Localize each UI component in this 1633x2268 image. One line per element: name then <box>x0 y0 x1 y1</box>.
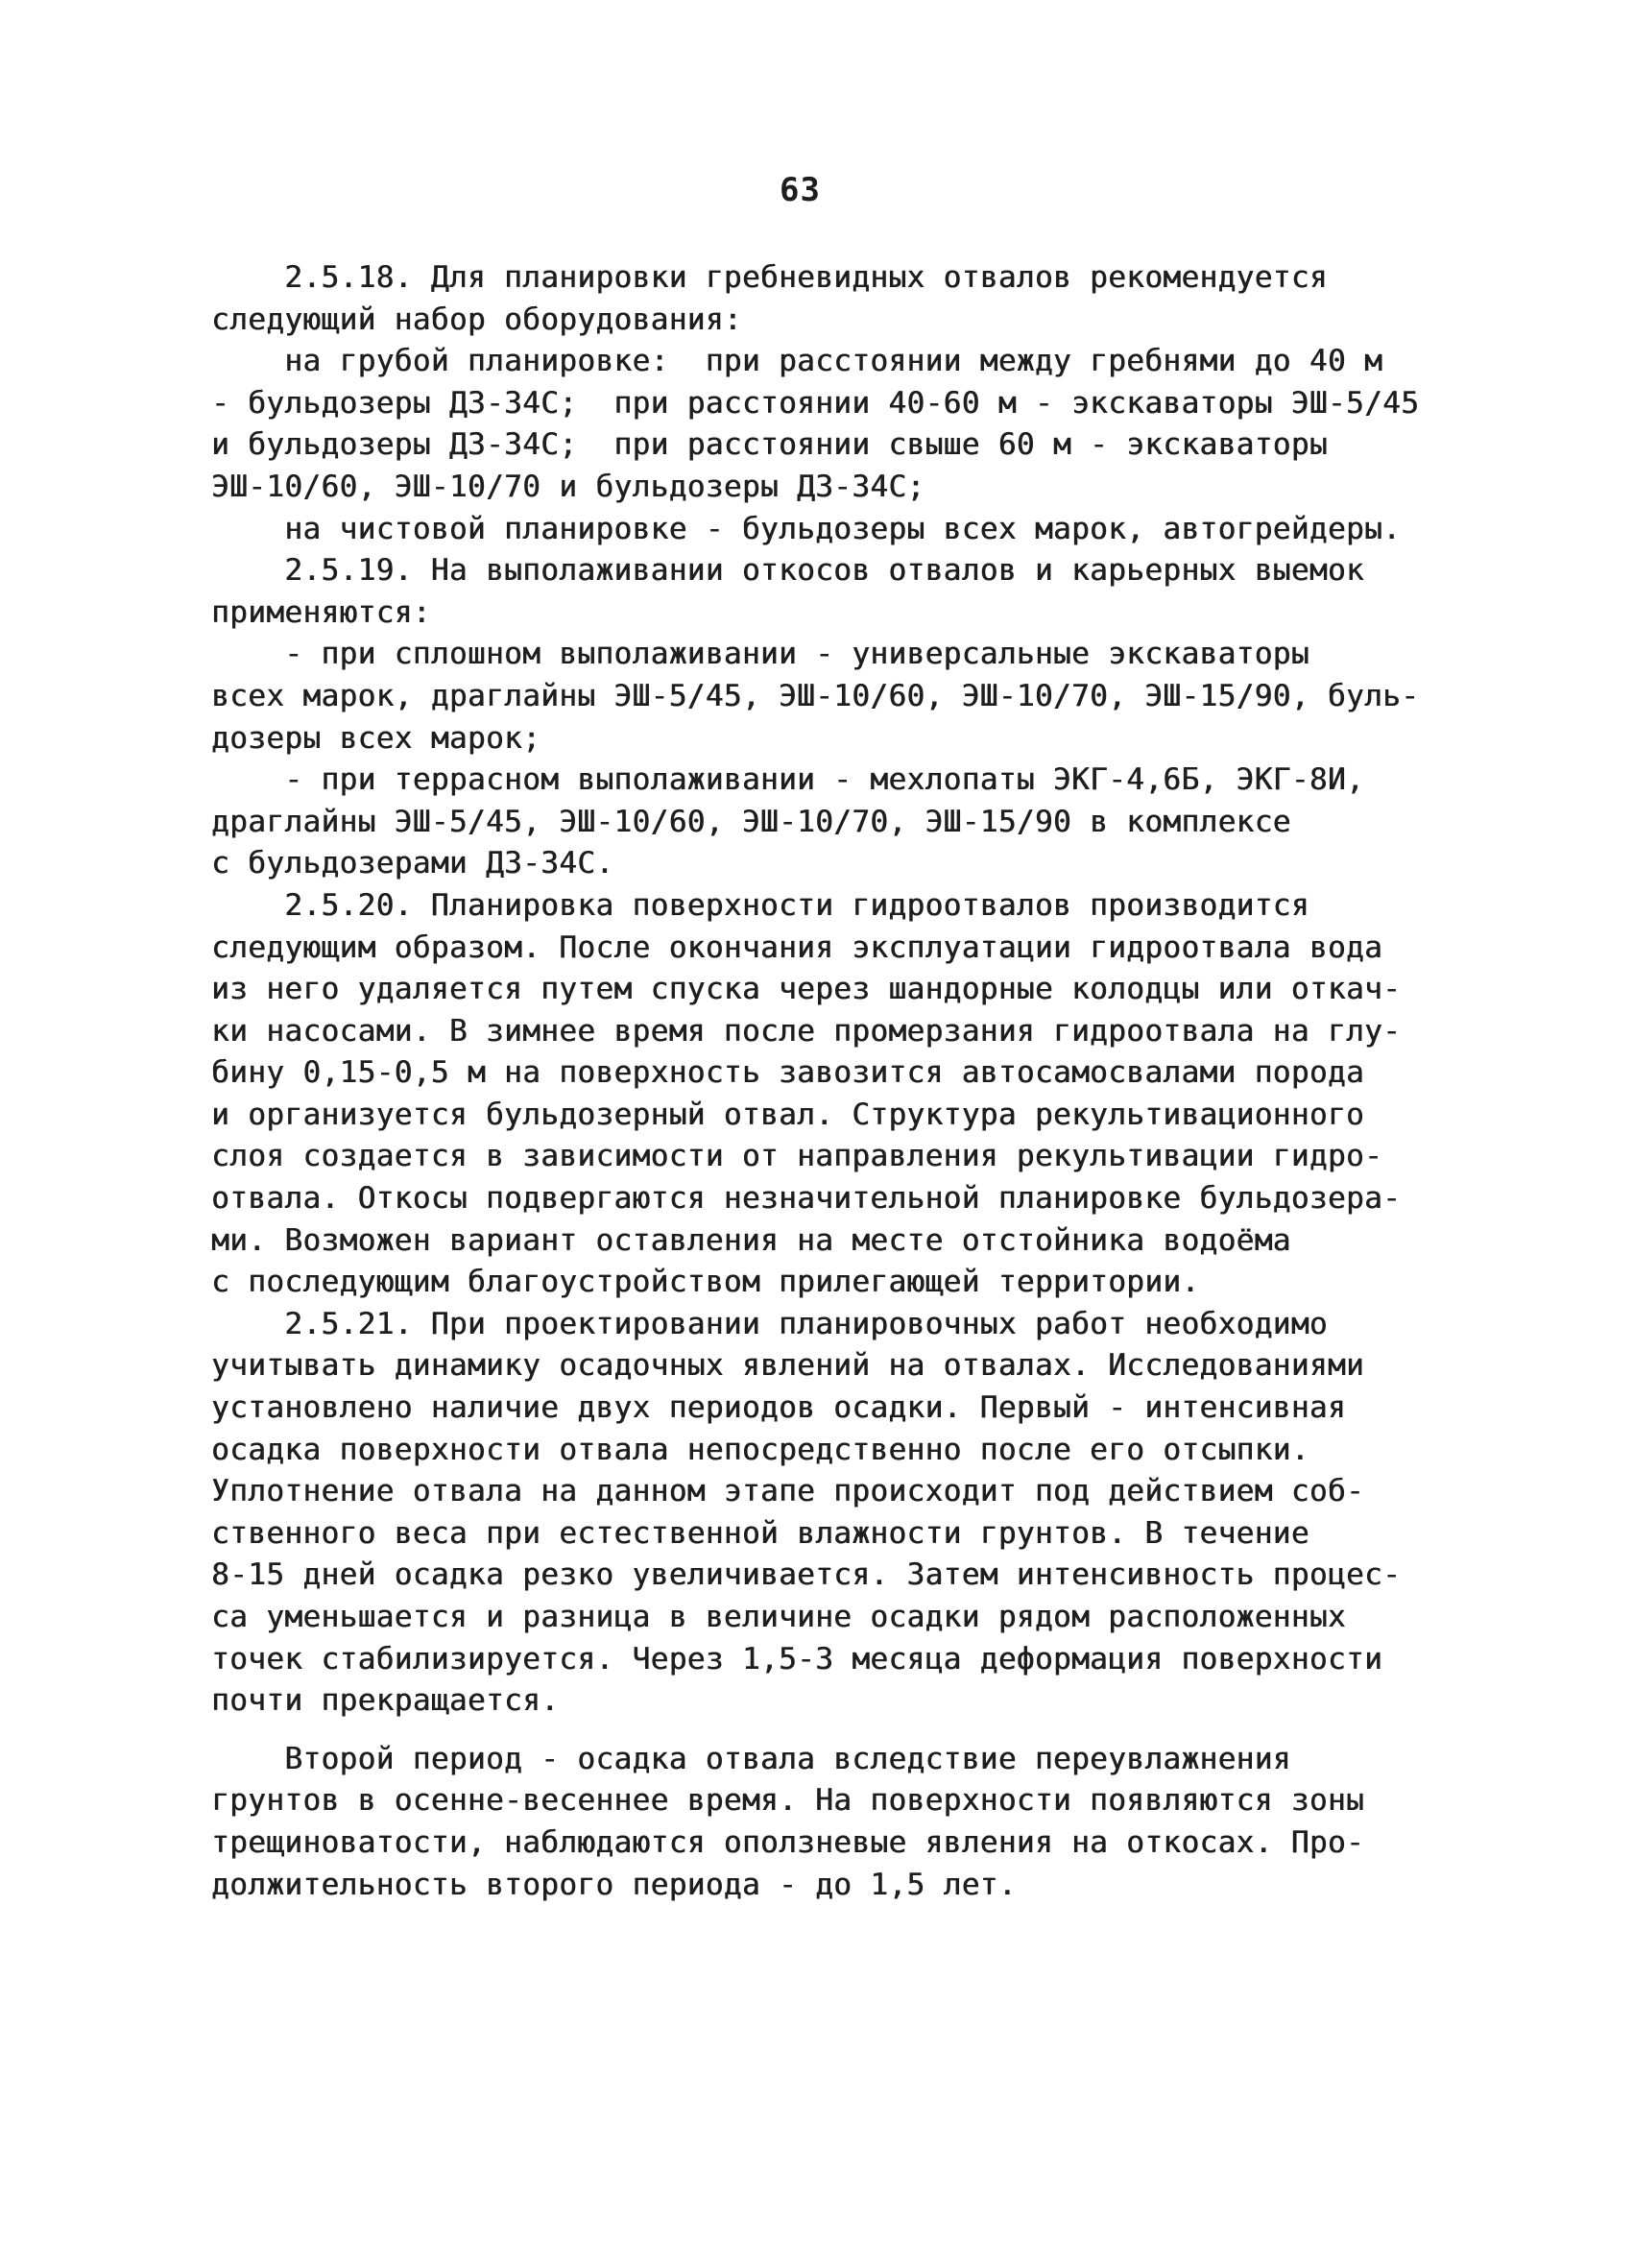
text-line: ки насосами. В зимнее время после промерзания гидроотвала на глу- <box>211 1013 1402 1049</box>
text-line: - при сплошном выполаживании - универсальные экскаваторы <box>211 637 1309 672</box>
text-line: ственного веса при естественной влажности грунтов. В течение <box>211 1515 1309 1551</box>
text-line: 2.5.19. На выполаживании откосов отвалов и карьерных выемок <box>211 553 1365 589</box>
text-line: - бульдозеры ДЗ-34С; при расстоянии 40-60 м - экскаваторы ЭШ-5/45 <box>211 385 1420 421</box>
text-line: и организуется бульдозерный отвал. Структура рекультивационного <box>211 1097 1365 1132</box>
body-text <box>211 257 1450 1906</box>
text-line: следующий набор оборудования: <box>211 302 742 337</box>
text-line: из него удаляется путем спуска через шандорные колодцы или откач- <box>211 972 1402 1007</box>
text-line: грунтов в осенне-весеннее время. На поверхности появляются зоны <box>211 1783 1365 1819</box>
text-line: и бульдозеры ДЗ-34С; при расстоянии свыше 60 м - экскаваторы <box>211 427 1328 463</box>
text-line: с последующим благоустройством прилегающей территории. <box>211 1265 1200 1300</box>
text-line: осадка поверхности отвала непосредственно после его отсыпки. <box>211 1432 1309 1467</box>
text-line: слоя создается в зависимости от направления рекультивации гидро- <box>211 1139 1383 1174</box>
text-line: ми. Возможен вариант оставления на месте отстойника водоёма <box>211 1222 1291 1258</box>
text-line: почти прекращается. <box>211 1683 560 1719</box>
text-line: с бульдозерами ДЗ-34С. <box>211 846 614 881</box>
text-line: 2.5.21. При проектировании планировочных работ необходимо <box>211 1306 1328 1341</box>
text-line: трещиноватости, наблюдаются оползневые явления на откосах. Про- <box>211 1824 1365 1860</box>
text-line: 2.5.20. Планировка поверхности гидроотвалов производится <box>211 887 1309 923</box>
text-line: отвала. Откосы подвергаются незначительной планировке бульдозера- <box>211 1181 1402 1217</box>
text-line: 2.5.18. Для планировки гребневидных отвалов рекомендуется <box>211 260 1328 295</box>
text-line: на грубой планировке: при расстоянии между гребнями до 40 м <box>211 344 1383 379</box>
text-line: учитывать динамику осадочных явлений на отвалах. Исследованиями <box>211 1348 1365 1384</box>
text-line: драглайны ЭШ-5/45, ЭШ-10/60, ЭШ-10/70, ЭШ-15/90 в комплексе <box>211 804 1291 839</box>
text-line: всех марок, драглайны ЭШ-5/45, ЭШ-10/60, ЭШ-10/70, ЭШ-15/90, буль- <box>211 678 1420 713</box>
page-number: 63 <box>780 171 821 209</box>
text-line: применяются: <box>211 594 431 630</box>
text-line: 8-15 дней осадка резко увеличивается. Затем интенсивность процес- <box>211 1557 1402 1593</box>
text-line: ЭШ-10/60, ЭШ-10/70 и бульдозеры ДЗ-34С; <box>211 469 925 504</box>
text-line: бину 0,15-0,5 м на поверхность завозится автосамосвалами порода <box>211 1055 1365 1091</box>
text-line: следующим образом. После окончания эксплуатации гидроотвала вода <box>211 929 1383 965</box>
text-line: должительность второго периода - до 1,5 лет. <box>211 1867 1017 1902</box>
text-line: точек стабилизируется. Через 1,5-3 месяца деформация поверхности <box>211 1641 1383 1677</box>
text-line: Уплотнение отвала на данном этапе происходит под действием соб- <box>211 1474 1365 1509</box>
text-line: Второй период - осадка отвала вследствие переувлажнения <box>211 1741 1291 1776</box>
paragraph-gap <box>211 1723 1450 1739</box>
text-line: установлено наличие двух периодов осадки. Первый - интенсивная <box>211 1390 1346 1426</box>
text-line: на чистовой планировке - бульдозеры всех марок, автогрейдеры. <box>211 511 1402 546</box>
text-line: - при террасном выполаживании - мехлопаты ЭКГ-4,6Б, ЭКГ-8И, <box>211 762 1365 798</box>
text-line: са уменьшается и разница в величине осадки рядом расположенных <box>211 1600 1346 1634</box>
text-line: дозеры всех марок; <box>211 720 541 756</box>
